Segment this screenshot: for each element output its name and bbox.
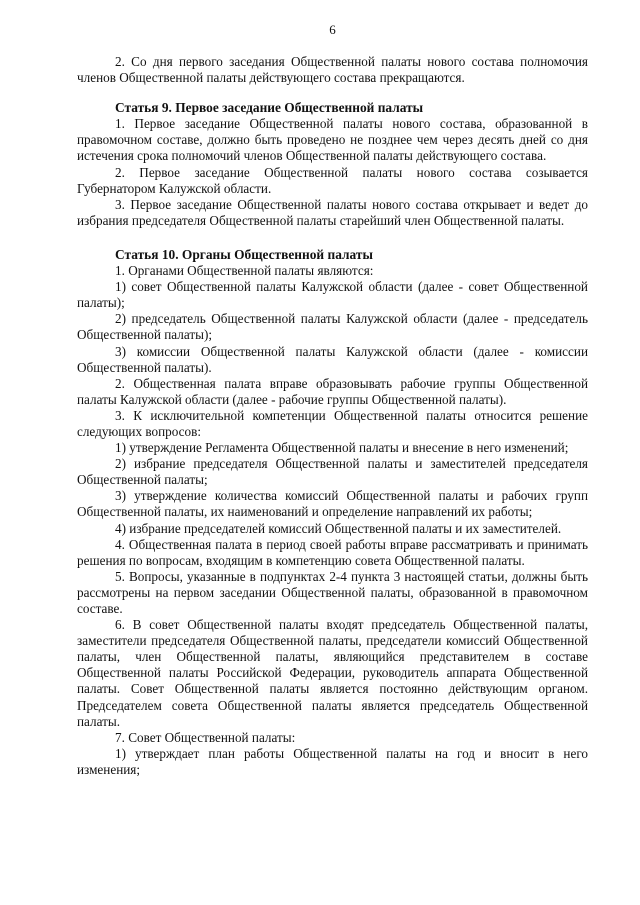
article-10-paragraph-6: 3. К исключительной компетенции Общественной палаты относится решение следующих вопросов: — [77, 407, 588, 439]
article-10-paragraph-4: 3) комиссии Общественной палаты Калужской области (далее - комиссии Общественной палаты). — [77, 343, 588, 375]
article-10-paragraph-14: 7. Совет Общественной палаты: — [115, 729, 296, 745]
article-10-paragraph-15: 1) утверждает план работы Общественной палаты на год и вносит в него изменения; — [77, 745, 588, 777]
article-10-paragraph-11: 4. Общественная палата в период своей работы вправе рассматривать и принимать решения по вопросам, входящим в компетенцию совета Общественной палаты. — [77, 536, 588, 568]
intro-paragraph: 2. Со дня первого заседания Общественной палаты нового состава полномочия членов Общественной палаты действующего состава прекращаются. — [77, 54, 588, 86]
article-9-paragraph-2: 2. Первое заседание Общественной палаты нового состава созывается Губернатором Калужской области. — [77, 164, 588, 196]
page-number: 6 — [329, 22, 336, 37]
article-9-heading: Статья 9. Первое заседание Общественной палаты — [115, 100, 424, 116]
article-10-paragraph-1: 1. Органами Общественной палаты являются: — [115, 263, 374, 279]
article-10-paragraph-12: 5. Вопросы, указанные в подпунктах 2-4 пункта 3 настоящей статьи, должны быть рассмотрены на первом заседании Общественной палаты, образованной в правомочном составе. — [77, 568, 588, 616]
article-10-paragraph-7: 1) утверждение Регламента Общественной палаты и внесение в него изменений; — [115, 440, 569, 456]
article-10-paragraph-13: 6. В совет Общественной палаты входят председатель Общественной палаты, заместители председателя Общественной палаты, председатели комиссий Общественной палаты, член Общественной палаты, являющийся представителем в составе Общественной палаты Российской Федерации, руководитель аппарата Общественной палаты. Совет Общественной палаты является постоянно действующим органом. Председателем совета Общественной палаты является председатель Общественной палаты. — [77, 617, 588, 729]
article-10-heading: Статья 10. Органы Общественной палаты — [115, 246, 373, 262]
article-10-paragraph-8: 2) избрание председателя Общественной палаты и заместителей председателя Общественной палаты; — [77, 456, 588, 488]
article-10-paragraph-2: 1) совет Общественной палаты Калужской области (далее - совет Общественной палаты); — [77, 279, 588, 311]
article-10-paragraph-9: 3) утверждение количества комиссий Общественной палаты и рабочих групп Общественной палаты, их наименований и определение направлений их работы; — [77, 488, 588, 520]
article-9-paragraph-1: 1. Первое заседание Общественной палаты нового состава, образованной в правомочном составе, должно быть проведено не позднее чем через десять дней со дня истечения срока полномочий членов Общественной палаты действующего состава. — [77, 116, 588, 164]
article-10-paragraph-5: 2. Общественная палата вправе образовывать рабочие группы Общественной палаты Калужской области (далее - рабочие группы Общественной палаты). — [77, 375, 588, 407]
article-10-paragraph-10: 4) избрание председателей комиссий Общественной палаты и их заместителей. — [115, 520, 562, 536]
article-10-paragraph-3: 2) председатель Общественной палаты Калужской области (далее - председатель Общественной палаты); — [77, 311, 588, 343]
article-9-paragraph-3: 3. Первое заседание Общественной палаты нового состава открывает и ведет до избрания председателя Общественной палаты старейший член Общественной палаты. — [77, 196, 588, 228]
